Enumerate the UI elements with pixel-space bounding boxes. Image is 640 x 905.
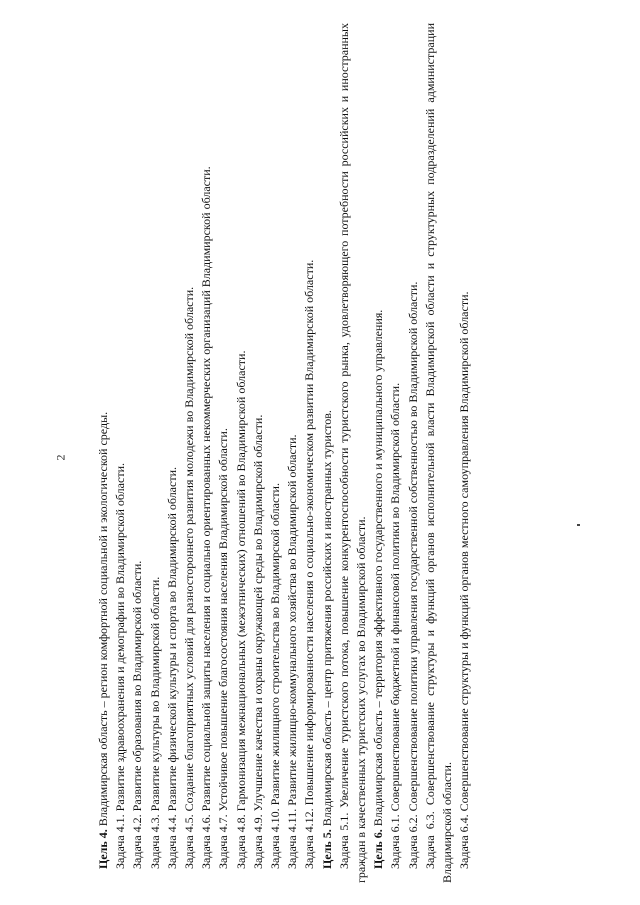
task-item: Задача 6.4. Совершенствование структуры и функций органов местного самоуправления Владимирской области. <box>457 291 472 869</box>
task-item: Задача 4.2. Развитие образования во Владимирской области. <box>130 560 145 869</box>
goal-heading <box>319 23 336 883</box>
task-item: Задача 4.9. Улучшение качества и охраны окружающей среды во Владимирской области. <box>250 414 265 869</box>
task-item: Задача 4.3. Развитие культуры во Владимирской области. <box>147 576 162 869</box>
task-item: Задача 4.8. Гармонизация межнациональных (межэтнических) отношений во Владимирской области. <box>233 350 248 869</box>
goal-text: Владимирская область – центр притяжения российских и иностранных туристов. <box>319 410 334 827</box>
task-item: Задача 4.1. Развитие здравоохранения и демографии во Владимирской области. <box>113 463 128 869</box>
page-number: 2 <box>53 454 68 461</box>
task-item: Задача 4.10. Развитие жилищного строительства во Владимирской области. <box>268 483 283 869</box>
goal-label: Цель 5. <box>319 829 334 869</box>
goal-heading <box>370 23 387 883</box>
task-item: Задача 4.12. Повышение информированности населения о социально-экономическом развитии Владимирской области. <box>302 259 317 869</box>
task-item: Задача 6.1. Совершенствование бюджетной и финансовой политики во Владимирской области. <box>388 382 403 869</box>
goal-heading <box>95 23 112 883</box>
task-item: Задача 5.1. Увеличение туристского потока, повышение конкурентоспособности туристского рынка, удовлетворяющего потребности российских и иностранных граждан в качественных туристских услугах во Владимирской области. <box>336 23 369 883</box>
document-body <box>95 23 473 883</box>
goal-text: Владимирская область – территория эффективного государственного и муниципального управления. <box>371 309 386 827</box>
task-item: Задача 4.7. Устойчивое повышение благосостояния населения Владимирской области. <box>216 428 231 869</box>
task-item: Задача 6.2. Совершенствование политики управления государственной собственностью во Владимирской области. <box>405 281 420 869</box>
scan-speck <box>577 524 580 526</box>
task-item: Задача 6.3. Совершенствование структуры и функций органов исполнительной власти Владимирской области и структурных подразделений администрации Владимирской области. <box>422 23 455 883</box>
task-item: Задача 4.5. Создание благоприятных условий для разностороннего развития молодежи во Владимирской области. <box>182 286 197 869</box>
task-item: Задача 4.4. Развитие физической культуры и спорта во Владимирской области. <box>164 467 179 869</box>
goal-label: Цель 4. <box>96 829 110 869</box>
task-item: Задача 4.6. Развитие социальной защиты населения и социально ориентированных некоммерческих организаций Владимирской области. <box>199 166 214 869</box>
goal-text: Владимирская область – регион комфортной социальной и экологической среды. <box>96 411 110 827</box>
task-item: Задача 4.11. Развитие жилищно-коммунального хозяйства во Владимирской области. <box>285 434 300 869</box>
goal-label: Цель 6. <box>371 829 386 869</box>
